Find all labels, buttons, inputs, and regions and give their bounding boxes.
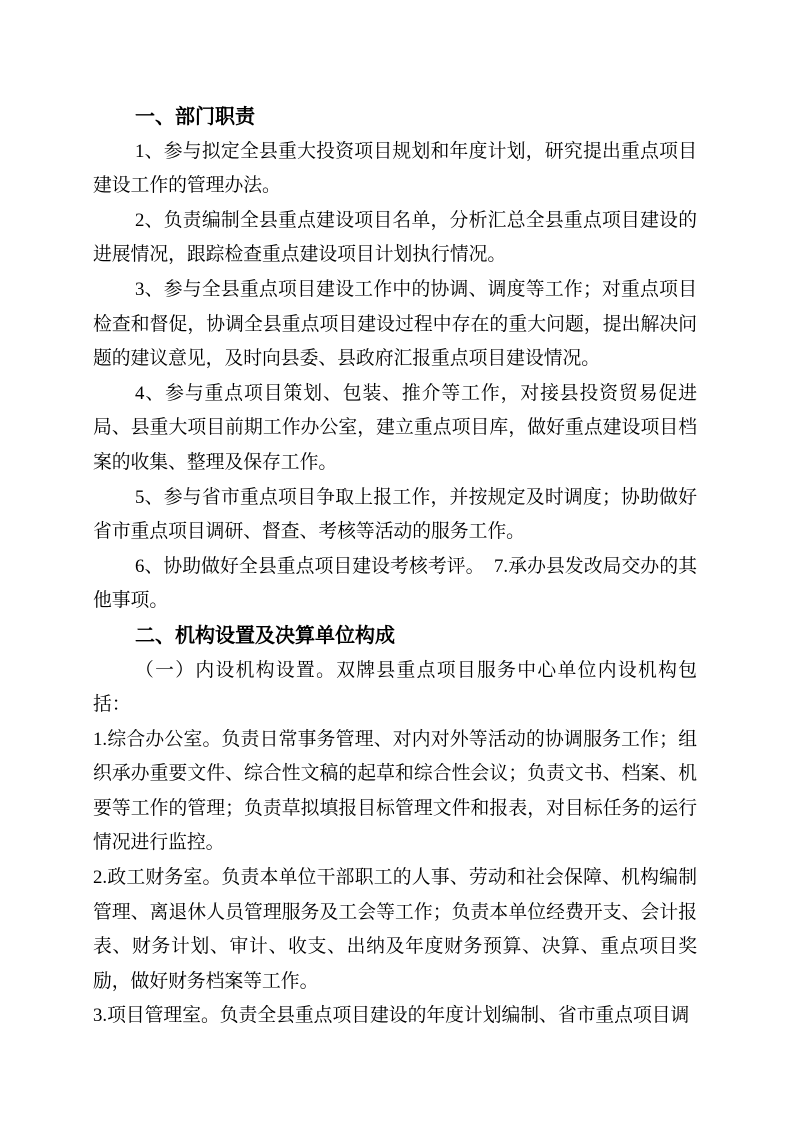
paragraph-duty-4: 4、参与重点项目策划、包装、推介等工作，对接县投资贸易促进局、县重大项目前期工作办公室，建立重点项目库，做好重点建设项目档案的收集、整理及保存工作。 [93, 382, 697, 473]
paragraph-duty-2: 2、负责编制全县重点建设项目名单，分析汇总全县重点项目建设的进展情况，跟踪检查重点建设项目计划执行情况。 [93, 209, 697, 266]
section-heading-department-duties: 一、部门职责 [135, 106, 255, 128]
paragraph-office-political-finance: 2.政工财务室。负责本单位干部职工的人事、劳动和社会保障、机构编制管理、离退休人员管理服务及工会等工作；负责本单位经费开支、会计报表、财务计划、审计、收支、出纳及年度财务预算、决算、重点项目奖励，做好财务档案等工作。 [93, 867, 697, 992]
paragraph-duty-1: 1、参与拟定全县重大投资项目规划和年度计划，研究提出重点项目建设工作的管理办法。 [93, 140, 697, 197]
paragraph-office-project-management: 3.项目管理室。负责全县重点项目建设的年度计划编制、省市重点项目调 [93, 1005, 690, 1027]
paragraph-duty-5: 5、参与省市重点项目争取上报工作，并按规定及时调度；协助做好省市重点项目调研、督查、考核等活动的服务工作。 [93, 486, 697, 543]
paragraph-duty-3: 3、参与全县重点项目建设工作中的协调、调度等工作；对重点项目检查和督促，协调全县重点项目建设过程中存在的重大问题，提出解决问题的建议意见，及时向县委、县政府汇报重点项目建设情况。 [93, 278, 697, 370]
paragraph-duty-6-7: 6、协助做好全县重点项目建设考核考评。 7.承办县发改局交办的其他事项。 [93, 555, 697, 612]
paragraph-office-general: 1.综合办公室。负责日常事务管理、对内对外等活动的协调服务工作；组织承办重要文件、综合性文稿的起草和综合性会议；负责文书、档案、机要等工作的管理；负责草拟填报目标管理文件和报表，对目标任务的运行情况进行监控。 [93, 728, 697, 854]
section-heading-organization-setup: 二、机构设置及决算单位构成 [135, 624, 395, 647]
paragraph-internal-org-intro: （一）内设机构设置。双牌县重点项目服务中心单位内设机构包括： [93, 659, 697, 716]
